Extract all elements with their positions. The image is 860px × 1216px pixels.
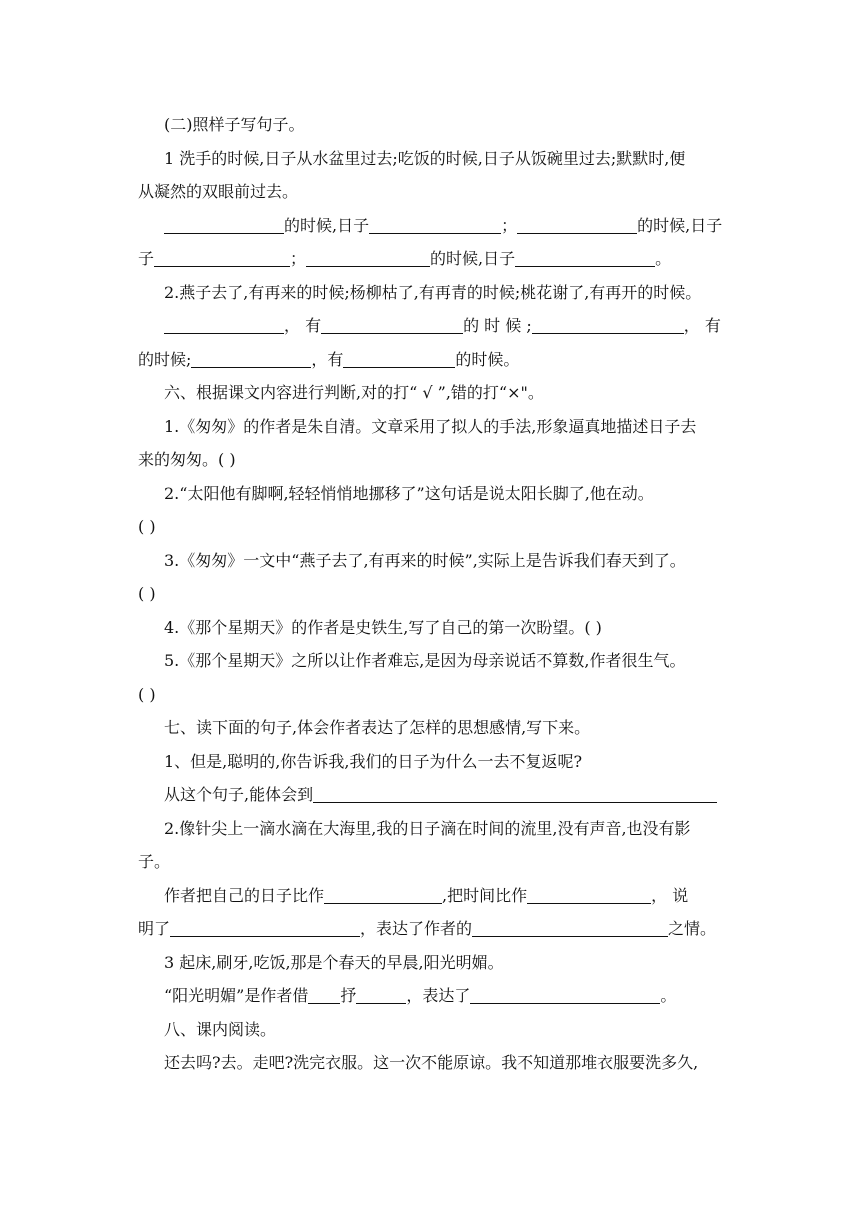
fill-text: 子	[138, 249, 155, 268]
section-6-q1: 1.《匆匆》的作者是朱自清。文章采用了拟人的手法,形象逼真地描述日子去	[164, 416, 697, 436]
section-6-q5-cont: ( )	[138, 684, 156, 704]
section-6-q5: 5.《那个星期天》之所以让作者难忘,是因为母亲说话不算数,作者很生气。	[164, 651, 686, 670]
answer-blank[interactable]	[313, 784, 717, 803]
fill-text: 的时候,日子	[637, 215, 723, 235]
fill-text: 的时候,日子	[284, 215, 370, 235]
fill-text: 。	[660, 986, 677, 1005]
answer-blank[interactable]	[532, 315, 684, 334]
fill-text: ，表达了	[406, 986, 471, 1005]
answer-blank[interactable]	[154, 248, 290, 267]
fill-text: “阳光明媚”是作者借	[164, 986, 309, 1005]
section-7-q3-fill-line	[138, 979, 730, 1013]
answer-blank[interactable]	[517, 215, 637, 234]
section-2-q2: 2.燕子去了,有再来的时候;杨柳枯了,有再青的时候;桃花谢了,有再开的时候。	[164, 282, 702, 302]
fill-text: 的时候,日子	[430, 249, 516, 268]
section-6-q4: 4.《那个星期天》的作者是史铁生,写了自己的第一次盼望。( )	[164, 617, 602, 637]
fill-text: ， 有	[284, 316, 322, 335]
section-7-q2-fill-line-1	[138, 879, 730, 913]
section-7-q1-answer-line	[138, 778, 730, 812]
fill-text: 。	[655, 249, 672, 268]
worksheet-page	[138, 108, 730, 1080]
answer-blank[interactable]	[170, 918, 360, 937]
section-7-title: 七、读下面的句子,体会作者表达了怎样的思想感情,写下来。	[164, 718, 591, 737]
fill-text: ,把时间比作	[442, 885, 528, 905]
fill-text: ；	[290, 249, 307, 268]
section-7-q3: 3 起床,刷牙,吃饭,那是个春天的早晨,阳光明媚。	[164, 952, 504, 972]
answer-blank[interactable]	[164, 215, 284, 234]
fill-text: 的 时 候 ;	[463, 316, 532, 335]
section-8-title: 八、课内阅读。	[164, 1019, 277, 1039]
fill-text: ，表达了作者的	[360, 919, 473, 938]
answer-blank[interactable]	[324, 885, 442, 904]
section-2-q1: 1 洗手的时候,日子从水盆里过去;吃饭的时候,日子从饭碗里过去;默默时,便	[164, 148, 686, 168]
section-6-q3: 3.《匆匆》一文中“燕子去了,有再来的时候”,实际上是告诉我们春天到了。	[164, 550, 686, 570]
fill-text: 从这个句子,能体会到	[164, 785, 314, 804]
section-6-q1-cont: 来的匆匆。( )	[138, 450, 236, 469]
fill-text: 作者把自己的日子比作	[164, 885, 325, 905]
section-2-q2-fill-line-2	[138, 343, 730, 377]
answer-blank[interactable]	[308, 985, 340, 1004]
section-7-q2: 2.像针尖上一滴水滴在大海里,我的日子滴在时间的流里,没有声音,也没有影	[164, 818, 691, 838]
section-2-q1-fill-line-2	[138, 242, 730, 276]
fill-text: ， 有	[683, 316, 721, 335]
fill-text: 明了	[138, 919, 171, 938]
section-7-q1: 1、但是,聪明的,你告诉我,我们的日子为什么一去不复返呢?	[164, 751, 583, 771]
section-2-q1-cont: 从凝然的双眼前过去。	[138, 182, 299, 201]
answer-blank[interactable]	[306, 248, 430, 267]
answer-blank[interactable]	[369, 215, 501, 234]
section-2-title: (二)照样子写句子。	[164, 115, 305, 134]
section-6-q2: 2.“太阳他有脚啊,轻轻悄悄地挪移了”这句话是说太阳长脚了,他在动。	[164, 483, 654, 503]
fill-text: ，有	[311, 349, 344, 369]
section-2-q2-fill-line-1	[138, 309, 730, 343]
fill-text: 的时候;	[138, 349, 192, 369]
answer-blank[interactable]	[472, 918, 668, 937]
fill-text: 的时候。	[455, 349, 520, 369]
section-6-q3-cont: ( )	[138, 584, 156, 603]
section-6-q2-cont: ( )	[138, 517, 156, 536]
answer-blank[interactable]	[356, 985, 406, 1004]
answer-blank[interactable]	[527, 885, 651, 904]
section-8-passage: 还去吗?去。走吧?洗完衣服。这一次不能原谅。我不知道那堆衣服要洗多久,	[164, 1053, 699, 1072]
fill-text: ；	[501, 215, 518, 235]
answer-blank[interactable]	[321, 315, 463, 334]
fill-text: 抒	[340, 986, 357, 1005]
section-2-q1-fill-line-1	[138, 209, 730, 243]
answer-blank[interactable]	[343, 349, 455, 368]
answer-blank[interactable]	[164, 315, 284, 334]
answer-blank[interactable]	[191, 349, 311, 368]
fill-text: 之情。	[668, 919, 717, 938]
answer-blank[interactable]	[470, 985, 660, 1004]
fill-text: ， 说	[651, 885, 689, 905]
answer-blank[interactable]	[515, 248, 655, 267]
section-6-title: 六、根据课文内容进行判断,对的打“ √ ”,错的打“×"。	[164, 383, 544, 402]
section-7-q2-fill-line-2	[138, 912, 730, 946]
section-7-q2-cont: 子。	[138, 852, 171, 871]
